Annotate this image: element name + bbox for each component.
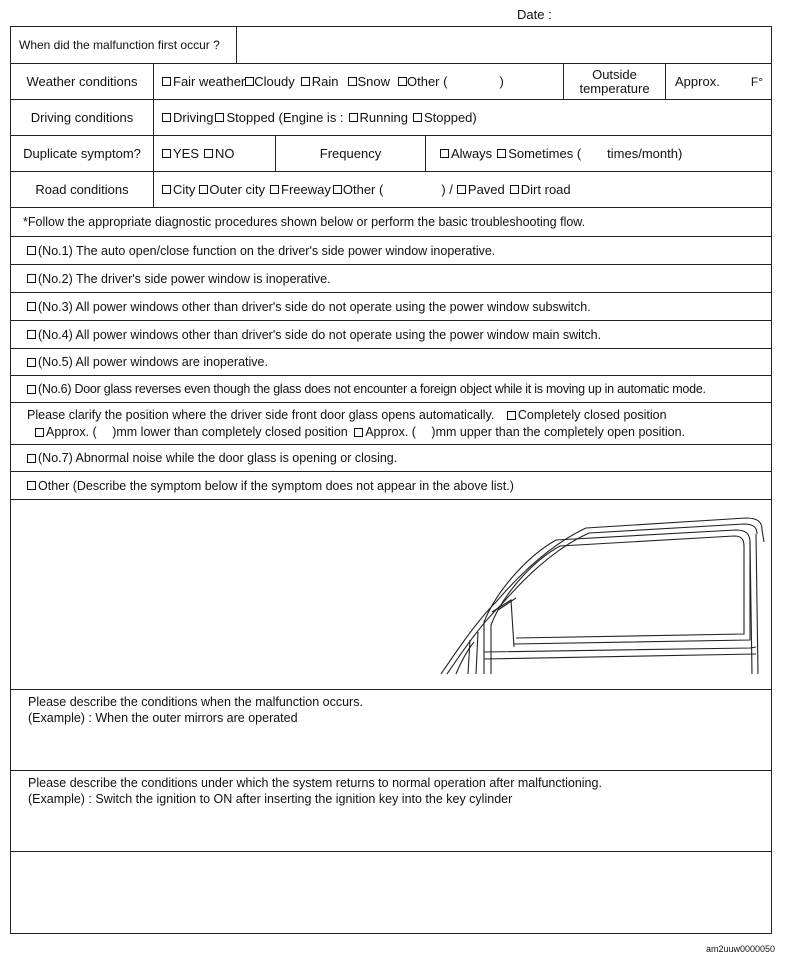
symptom-1-label: (No.1) The auto open/close function on the driver's side power window inoperative. xyxy=(38,243,496,258)
no-checkbox[interactable] xyxy=(204,149,213,158)
symptom-7-checkbox[interactable] xyxy=(27,454,36,463)
stopped-checkbox[interactable] xyxy=(215,113,224,122)
road-options xyxy=(153,172,771,207)
weather-other-label: Other ( xyxy=(407,74,448,89)
engine-stopped-checkbox[interactable] xyxy=(413,113,422,122)
row-describe-normal[interactable] xyxy=(11,771,771,852)
approx-upper-checkbox[interactable] xyxy=(354,428,363,437)
paved-label: Paved xyxy=(467,182,505,197)
row-instruction xyxy=(11,208,771,237)
freeway-label: Freeway xyxy=(281,182,331,197)
clarify-text: Please clarify the position where the driver side front door glass opens automatically. xyxy=(27,408,495,422)
row-driving xyxy=(11,100,771,136)
sometimes-label: Sometimes ( xyxy=(508,146,582,161)
rain-checkbox[interactable] xyxy=(301,77,310,86)
symptom-row xyxy=(11,376,771,403)
road-other-checkbox[interactable] xyxy=(333,185,342,194)
driving-checkbox[interactable] xyxy=(162,113,171,122)
completely-closed-checkbox[interactable] xyxy=(507,411,516,420)
symptom-1-checkbox[interactable] xyxy=(27,246,36,255)
figure-code: am2uuw0000050 xyxy=(705,944,775,954)
row-first-occur xyxy=(11,27,771,64)
symptom-2-label: (No.2) The driver's side power window is inoperative. xyxy=(38,271,331,286)
weather-other-close: ) xyxy=(499,74,504,89)
cloudy-label: Cloudy xyxy=(254,74,295,89)
blank-notes-area[interactable] xyxy=(11,852,771,933)
city-label: City xyxy=(173,182,196,197)
door-glass-illustration xyxy=(436,512,771,677)
symptom-row xyxy=(11,237,771,265)
driving-label: Driving conditions xyxy=(30,110,134,125)
driving-options xyxy=(153,100,771,135)
completely-closed-label: Completely closed position xyxy=(517,408,667,422)
road-slash: ) / xyxy=(441,182,453,197)
other-symptom-checkbox[interactable] xyxy=(27,481,36,490)
stopped-label: Stopped (Engine is : xyxy=(226,110,344,125)
yes-label: YES xyxy=(173,146,200,161)
symptom-row xyxy=(11,293,771,321)
symptom-row xyxy=(11,445,771,472)
always-label: Always xyxy=(451,146,493,161)
weather-options xyxy=(153,64,563,99)
row-clarify-position xyxy=(11,403,771,445)
outer-city-checkbox[interactable] xyxy=(199,185,208,194)
describe-conditions-title: Please describe the conditions when the malfunction occurs. xyxy=(28,695,363,709)
dirt-road-checkbox[interactable] xyxy=(510,185,519,194)
rain-label: Rain xyxy=(311,74,339,89)
road-label: Road conditions xyxy=(35,182,129,197)
symptom-row xyxy=(11,472,771,500)
first-occur-field[interactable] xyxy=(236,27,771,63)
frequency-label: Frequency xyxy=(275,136,425,171)
diagnosis-form xyxy=(10,26,772,934)
dirt-road-label: Dirt road xyxy=(520,182,571,197)
weather-label: Weather conditions xyxy=(26,74,138,89)
freeway-checkbox[interactable] xyxy=(270,185,279,194)
running-checkbox[interactable] xyxy=(349,113,358,122)
fair-weather-label: Fair weather xyxy=(173,74,246,89)
duplicate-label: Duplicate symptom? xyxy=(23,146,141,161)
running-label: Running xyxy=(359,110,408,125)
approx-lower-label: Approx. ( xyxy=(46,425,97,439)
outer-city-label: Outer city xyxy=(209,182,266,197)
first-occur-label: When did the malfunction first occur ? xyxy=(19,38,220,52)
symptom-4-checkbox[interactable] xyxy=(27,330,36,339)
row-duplicate xyxy=(11,136,771,172)
symptom-row xyxy=(11,349,771,376)
describe-conditions-example: (Example) : When the outer mirrors are operated xyxy=(28,711,298,725)
yes-checkbox[interactable] xyxy=(162,149,171,158)
sometimes-checkbox[interactable] xyxy=(497,149,506,158)
snow-label: Snow xyxy=(357,74,390,89)
city-checkbox[interactable] xyxy=(162,185,171,194)
symptom-2-checkbox[interactable] xyxy=(27,274,36,283)
row-weather xyxy=(11,64,771,100)
fair-weather-checkbox[interactable] xyxy=(162,77,171,86)
symptom-row xyxy=(11,265,771,293)
approx-upper-label: Approx. ( xyxy=(365,425,416,439)
engine-stopped-label: Stopped) xyxy=(423,110,477,125)
mm-lower-label: )mm lower than completely closed position xyxy=(112,425,348,439)
driving-option-label: Driving xyxy=(173,110,214,125)
duplicate-options xyxy=(153,136,275,171)
other-symptom-label: Other (Describe the symptom below if the symptom does not appear in the above list.) xyxy=(38,478,514,493)
symptom-3-label: (No.3) All power windows other than driver's side do not operate using the power window subswitch. xyxy=(38,299,591,314)
symptom-7-label: (No.7) Abnormal noise while the door glass is opening or closing. xyxy=(38,451,398,465)
symptom-3-checkbox[interactable] xyxy=(27,302,36,311)
cloudy-checkbox[interactable] xyxy=(245,77,254,86)
symptom-row xyxy=(11,321,771,349)
symptom-6-checkbox[interactable] xyxy=(27,385,36,394)
mm-upper-label: )mm upper than the completely open position. xyxy=(431,425,686,439)
symptom-5-checkbox[interactable] xyxy=(27,358,36,367)
row-describe-conditions[interactable] xyxy=(11,690,771,771)
outside-temp-label: Outside temperature xyxy=(563,64,665,99)
instruction-text: *Follow the appropriate diagnostic procedures shown below or perform the basic troubleshooting flow. xyxy=(23,215,586,229)
frequency-options xyxy=(425,136,771,171)
approx-label: Approx. xyxy=(675,74,720,89)
symptom-6-label: (No.6) Door glass reverses even though the glass does not encounter a foreign object while it is moving up in automatic mode. xyxy=(38,382,706,396)
times-month-label: times/month) xyxy=(607,146,683,161)
snow-checkbox[interactable] xyxy=(348,77,357,86)
weather-other-checkbox[interactable] xyxy=(398,77,407,86)
approx-temp-field[interactable] xyxy=(665,64,771,99)
approx-lower-checkbox[interactable] xyxy=(35,428,44,437)
road-other-label: Other ( xyxy=(342,182,384,197)
no-label: NO xyxy=(215,146,235,161)
describe-normal-example: (Example) : Switch the ignition to ON after inserting the ignition key into the key cylinder xyxy=(28,792,513,806)
describe-normal-title: Please describe the conditions under which the system returns to normal operation after malfunctioning. xyxy=(28,776,602,790)
symptom-drawing-area[interactable] xyxy=(11,500,771,690)
symptom-5-label: (No.5) All power windows are inoperative. xyxy=(38,355,268,369)
always-checkbox[interactable] xyxy=(440,149,449,158)
temp-unit: F° xyxy=(750,74,763,89)
date-label: Date : xyxy=(517,7,552,22)
row-road xyxy=(11,172,771,208)
symptom-4-label: (No.4) All power windows other than driver's side do not operate using the power window main switch. xyxy=(38,327,602,342)
paved-checkbox[interactable] xyxy=(457,185,466,194)
